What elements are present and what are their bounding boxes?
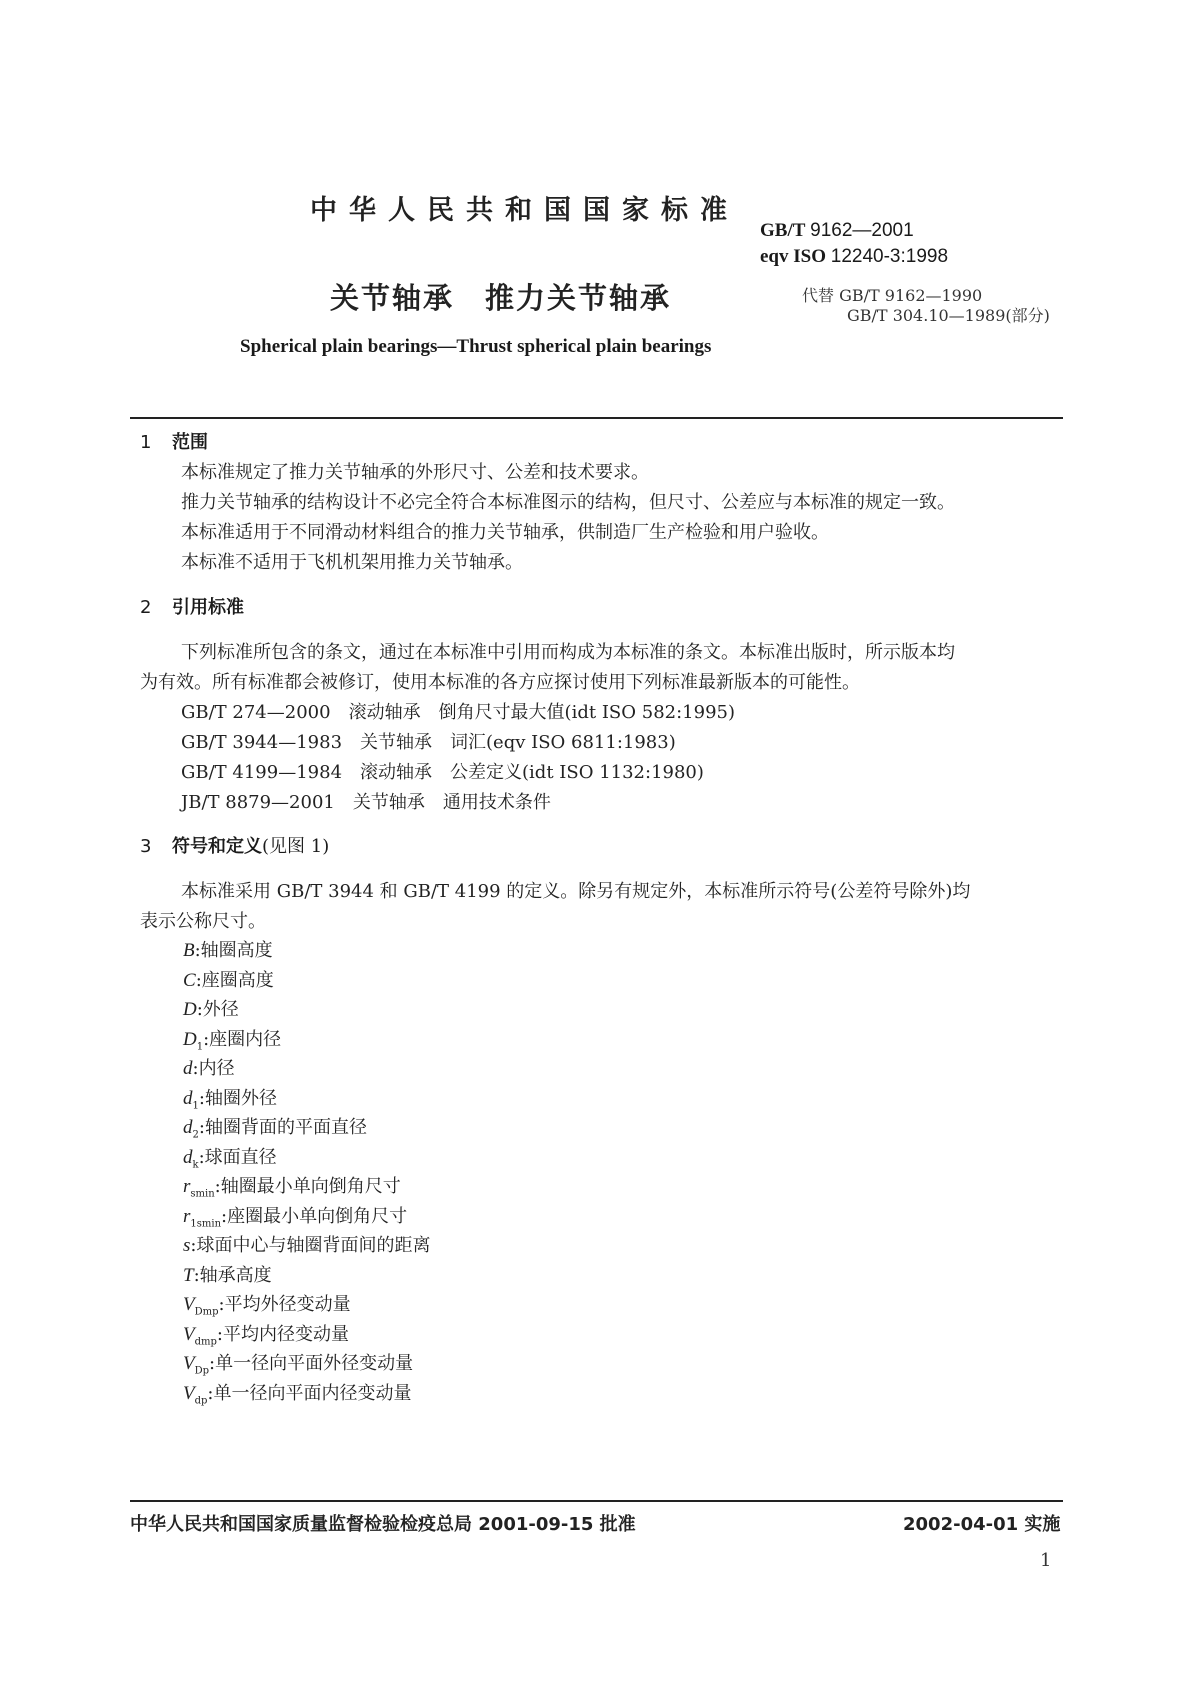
symbol-letter: V [183, 1382, 195, 1404]
symbol-description: :轴圈高度 [194, 940, 273, 961]
section-2-intro-cont: 为有效。所有标准都会被修订，使用本标准的各方应探讨使用下列标准最新版本的可能性。 [140, 672, 860, 693]
section-1-heading [140, 428, 208, 454]
symbol-letter: d [183, 1146, 193, 1168]
equivalent-number: 12240-3:1998 [830, 246, 949, 267]
symbol-definition [183, 995, 239, 1021]
symbol-definition [183, 1379, 412, 1407]
symbol-definition [183, 936, 273, 962]
symbol-description: :球面中心与轴圈背面间的距离 [190, 1235, 431, 1256]
symbol-subscript: dmp [194, 1336, 217, 1348]
reference-item: JB/T 8879—2001 关节轴承 通用技术条件 [181, 792, 551, 813]
symbol-definition [183, 966, 274, 992]
symbol-definition [183, 1349, 413, 1377]
symbol-definition [183, 1113, 367, 1141]
section-3-title-suffix: (见图 1) [262, 836, 330, 857]
symbol-letter: r [183, 1176, 191, 1197]
section-2-intro: 下列标准所包含的条文，通过在本标准中引用而构成为本标准的条文。本标准出版时，所示版本均 [181, 642, 955, 663]
symbol-subscript: dp [194, 1395, 208, 1407]
symbol-letter: C [183, 969, 196, 991]
symbol-description: :平均外径变动量 [218, 1294, 351, 1315]
replaces-line-2: GB/T 304.10—1989(部分) [847, 306, 1050, 325]
section-2-number: 2 [140, 597, 152, 618]
symbol-description: :座圈高度 [195, 969, 274, 991]
symbol-definition [183, 1025, 281, 1053]
reference-item: GB/T 3944—1983 关节轴承 词汇(eqv ISO 6811:1983) [181, 732, 676, 753]
symbol-letter: V [183, 1294, 195, 1315]
section-3-number: 3 [140, 836, 152, 857]
section-2-title: 引用标准 [172, 597, 244, 618]
symbol-description: :座圈内径 [203, 1028, 282, 1050]
section-2-heading [140, 593, 244, 619]
symbol-letter: r [183, 1205, 191, 1227]
symbol-definition [183, 1290, 351, 1318]
reference-item: GB/T 4199—1984 滚动轴承 公差定义(idt ISO 1132:1980) [181, 762, 704, 783]
section-3-intro: 本标准采用 GB/T 3944 和 GB/T 4199 的定义。除另有规定外，本标准所示符号(公差符号除外)均 [181, 881, 971, 902]
symbol-description: :轴圈外径 [198, 1087, 277, 1109]
symbol-subscript: 1 [196, 1041, 204, 1053]
standard-prefix: GB/T [760, 220, 806, 241]
symbol-description: :球面直径 [198, 1146, 277, 1168]
equivalent-standard [760, 246, 948, 268]
english-title: Spherical plain bearings—Thrust spherical plain bearings [240, 336, 712, 357]
section-1-paragraph: 推力关节轴承的结构设计不必完全符合本标准图示的结构，但尺寸、公差应与本标准的规定一致。 [181, 492, 955, 513]
symbol-letter: V [183, 1353, 195, 1374]
national-standard-title: 中华人民共和国国家标准 [310, 195, 739, 226]
symbol-description: :单一径向平面内径变动量 [207, 1382, 412, 1404]
standard-number [760, 220, 914, 242]
symbol-letter: D [183, 999, 197, 1020]
symbol-definition [183, 1084, 277, 1112]
symbol-subscript: Dp [194, 1365, 210, 1377]
equivalent-prefix: eqv ISO [760, 246, 826, 267]
symbol-definition [183, 1054, 235, 1080]
symbol-definition [183, 1202, 407, 1230]
section-3-title: 符号和定义 [172, 836, 262, 857]
symbol-letter: B [183, 940, 195, 961]
symbol-description: :座圈最小单向倒角尺寸 [221, 1205, 408, 1227]
symbol-letter: D [183, 1028, 197, 1050]
symbol-letter: d [183, 1087, 193, 1109]
symbol-definition [183, 1231, 430, 1257]
issued-by: 中华人民共和国国家质量监督检验检疫总局 2001-09-15 批准 [130, 1514, 636, 1535]
page-number: 1 [1040, 1550, 1052, 1571]
symbol-subscript: 1 [192, 1100, 199, 1112]
standard-number-value: 9162—2001 [810, 220, 914, 241]
effective-date: 2002-04-01 实施 [903, 1514, 1061, 1535]
symbol-letter: d [183, 1058, 193, 1079]
document-title: 关节轴承 推力关节轴承 [330, 281, 672, 315]
section-3-intro-cont: 表示公称尺寸。 [140, 911, 266, 932]
symbol-subscript: smin [190, 1188, 215, 1200]
symbol-description: :平均内径变动量 [216, 1323, 349, 1345]
symbol-subscript: 2 [192, 1129, 199, 1141]
symbol-description: :单一径向平面外径变动量 [209, 1353, 414, 1374]
section-1-paragraph: 本标准不适用于飞机机架用推力关节轴承。 [181, 552, 523, 573]
reference-item: GB/T 274—2000 滚动轴承 倒角尺寸最大值(idt ISO 582:1995) [181, 702, 735, 723]
symbol-definition [183, 1261, 272, 1287]
symbol-definition [183, 1172, 401, 1200]
symbol-description: :轴圈最小单向倒角尺寸 [214, 1176, 401, 1197]
symbol-description: :轴圈背面的平面直径 [198, 1117, 367, 1138]
symbol-definition [183, 1143, 277, 1171]
symbol-letter: T [183, 1264, 194, 1286]
section-1-number: 1 [140, 432, 152, 453]
symbol-letter: s [183, 1235, 191, 1256]
replaces-line-1: 代替 GB/T 9162—1990 [802, 286, 983, 305]
footer-divider [130, 1500, 1063, 1502]
section-1-paragraph: 本标准适用于不同滑动材料组合的推力关节轴承，供制造厂生产检验和用户验收。 [181, 522, 829, 543]
symbol-subscript: 1smin [190, 1218, 222, 1230]
section-1-title: 范围 [172, 432, 208, 453]
section-3-heading [140, 832, 329, 858]
symbol-subscript: Dmp [194, 1306, 219, 1318]
symbol-definition [183, 1320, 349, 1348]
symbol-letter: d [183, 1117, 193, 1138]
symbol-description: :轴承高度 [193, 1264, 272, 1286]
symbol-letter: V [183, 1323, 195, 1345]
section-1-paragraph: 本标准规定了推力关节轴承的外形尺寸、公差和技术要求。 [181, 462, 649, 483]
symbol-subscript: k [192, 1159, 199, 1171]
header-divider [130, 417, 1063, 419]
symbol-description: :外径 [196, 999, 239, 1020]
symbol-description: :内径 [192, 1058, 235, 1079]
